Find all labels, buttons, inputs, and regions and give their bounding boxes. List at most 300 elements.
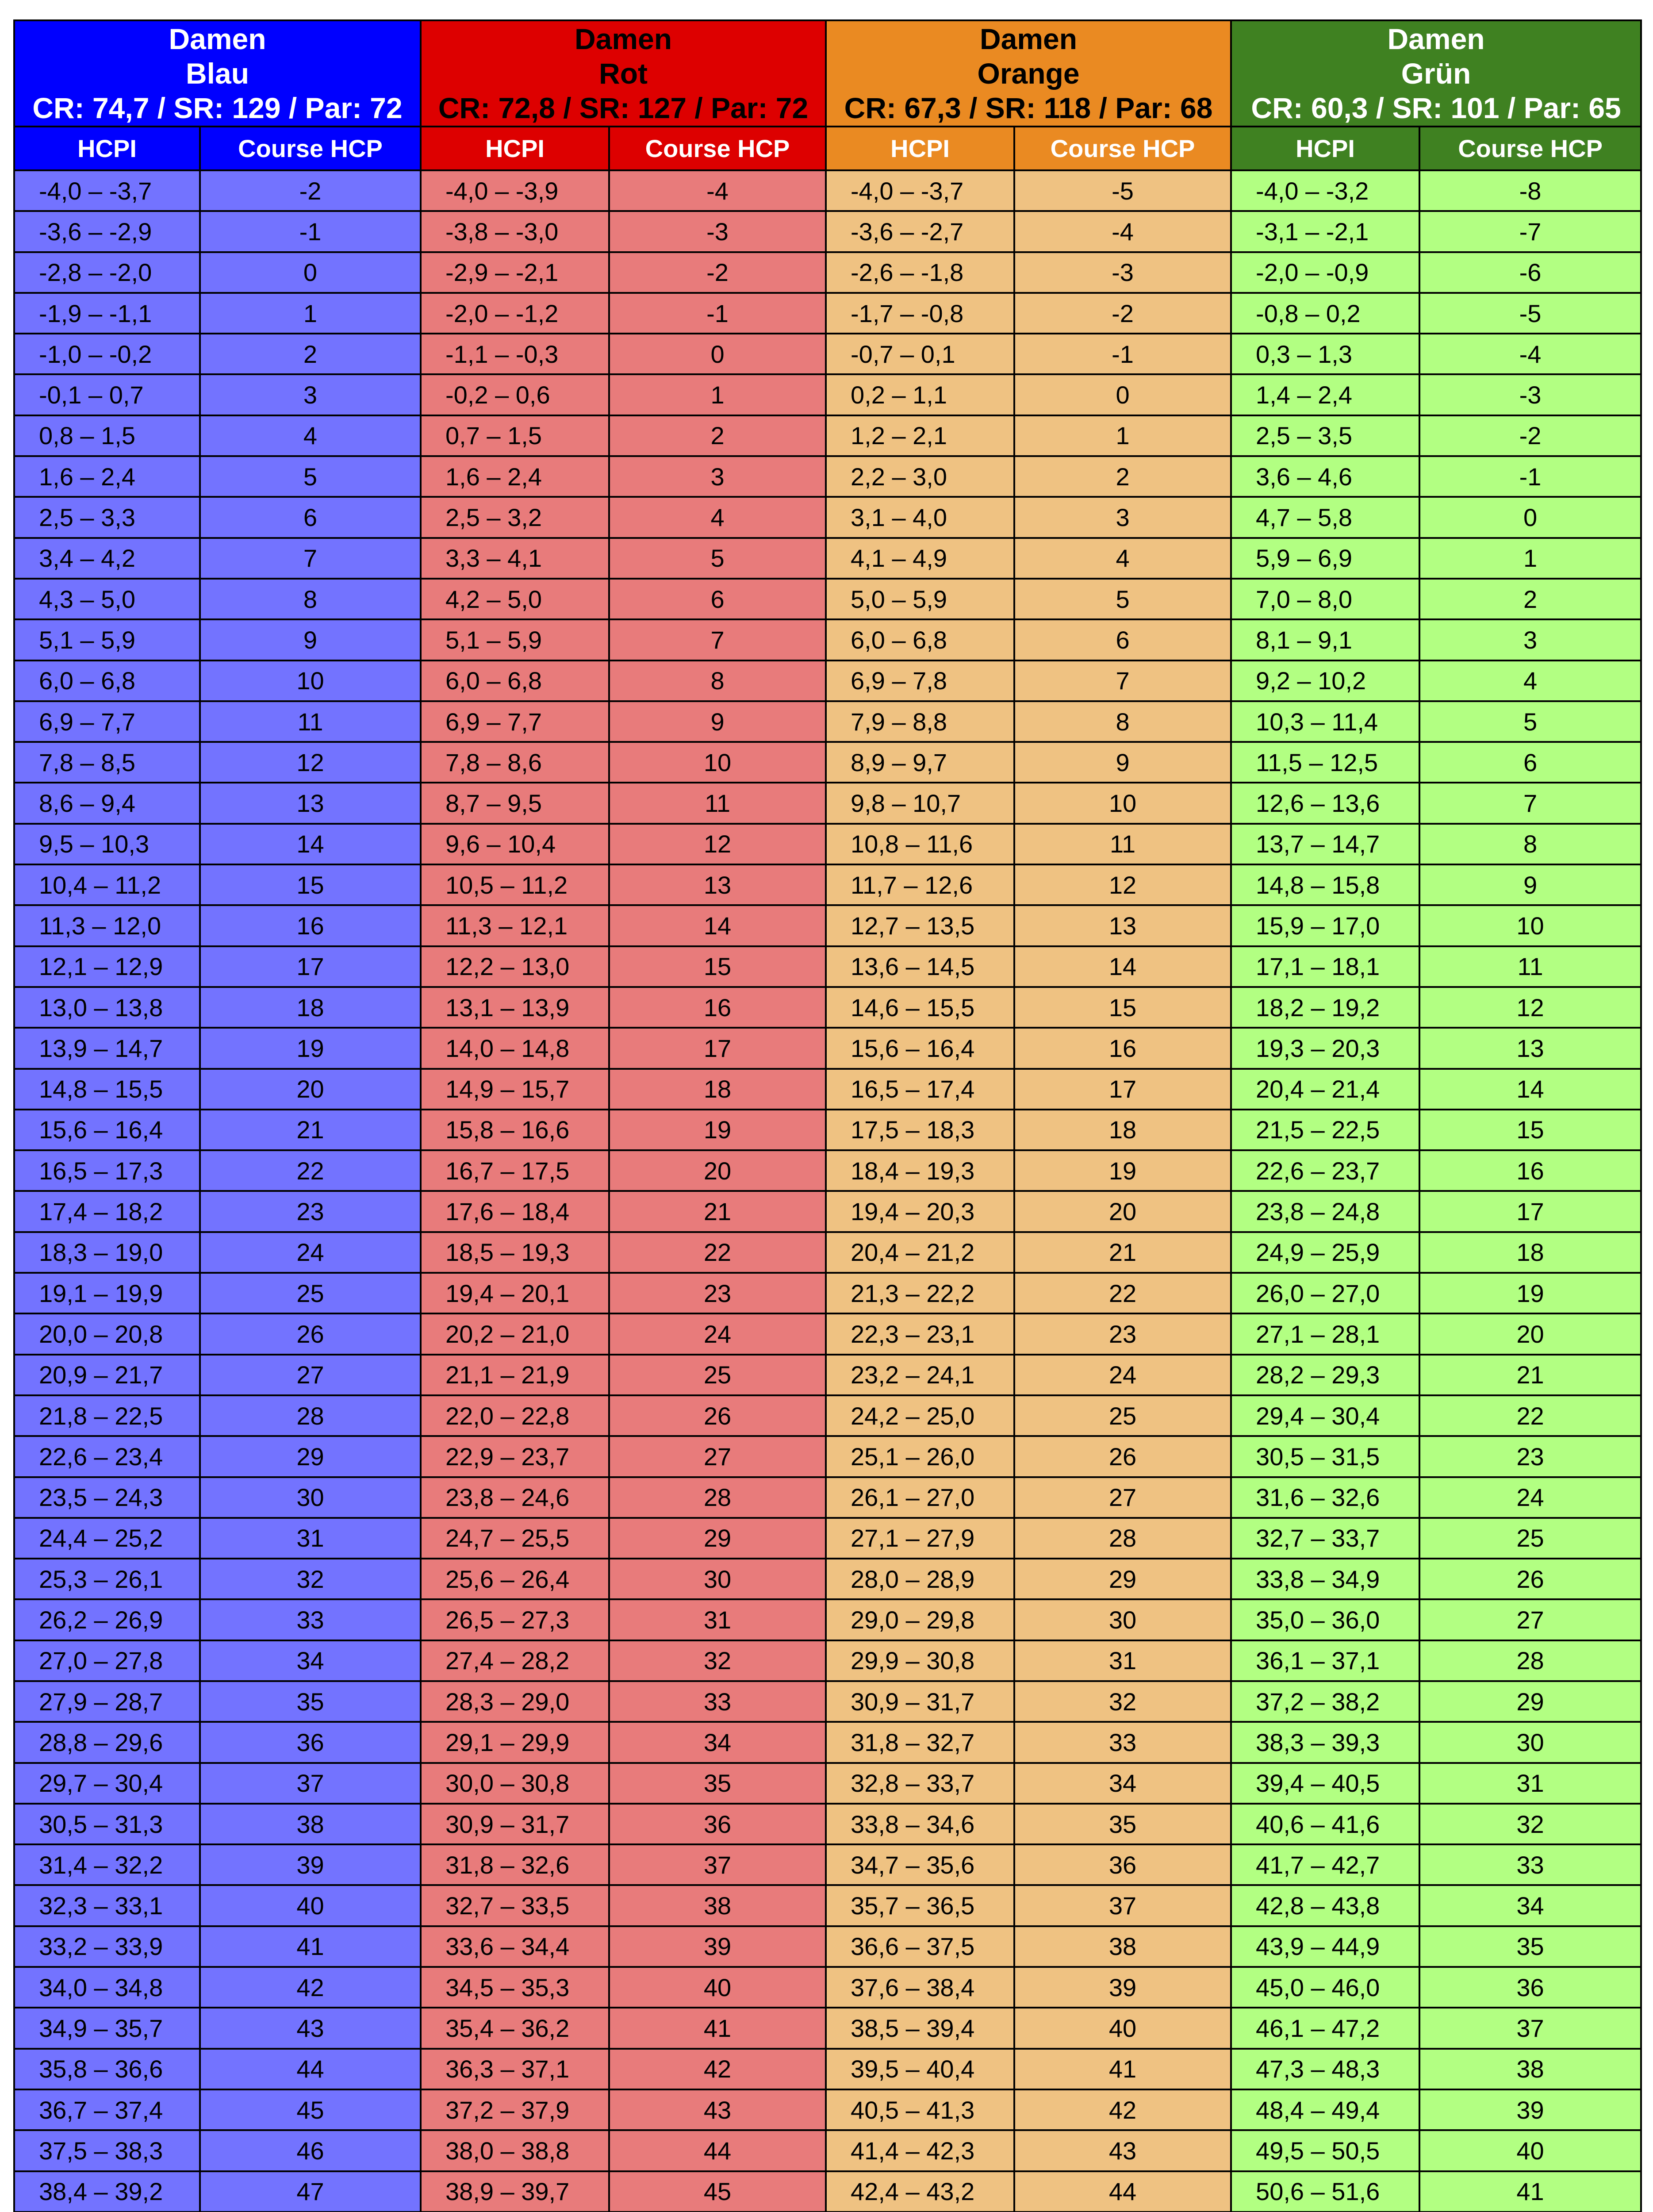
course-hcp-cell: 30 bbox=[1014, 1599, 1231, 1640]
course-hcp-cell: 34 bbox=[1419, 1885, 1641, 1926]
tee-title: Damen bbox=[980, 23, 1078, 55]
course-hcp-cell: 45 bbox=[609, 2171, 826, 2212]
course-hcp-cell: 16 bbox=[609, 987, 826, 1028]
course-hcp-cell: 14 bbox=[1419, 1069, 1641, 1110]
course-hcp-cell: 0 bbox=[1419, 497, 1641, 538]
hcpi-range-cell: 37,2 – 38,2 bbox=[1231, 1681, 1419, 1722]
hcpi-range-cell: 31,8 – 32,6 bbox=[421, 1844, 609, 1885]
hcpi-range-cell: 45,0 – 46,0 bbox=[1231, 1967, 1419, 2008]
course-hcp-cell: 34 bbox=[200, 1640, 421, 1681]
course-hcp-cell: 15 bbox=[609, 946, 826, 987]
hcpi-range-cell: 20,4 – 21,4 bbox=[1231, 1069, 1419, 1110]
hcpi-range-cell: 26,2 – 26,9 bbox=[14, 1599, 200, 1640]
course-hcp-cell: 0 bbox=[200, 252, 421, 293]
table-row bbox=[14, 456, 1641, 497]
course-hcp-cell: -3 bbox=[609, 211, 826, 252]
tee-title: Damen bbox=[574, 23, 672, 55]
hcpi-range-cell: 25,6 – 26,4 bbox=[421, 1559, 609, 1599]
course-hcp-cell: 15 bbox=[1419, 1110, 1641, 1150]
course-hcp-cell: 9 bbox=[609, 701, 826, 742]
table-row bbox=[14, 1150, 1641, 1191]
course-hcp-cell: 40 bbox=[1014, 2008, 1231, 2048]
course-hcp-cell: 27 bbox=[1419, 1599, 1641, 1640]
hcpi-range-cell: 14,0 – 14,8 bbox=[421, 1028, 609, 1068]
hcpi-range-cell: 14,6 – 15,5 bbox=[826, 987, 1014, 1028]
course-hcp-cell: 30 bbox=[1419, 1722, 1641, 1763]
course-hcp-cell: 24 bbox=[1014, 1355, 1231, 1395]
course-hcp-cell: 8 bbox=[609, 661, 826, 701]
hcpi-range-cell: 23,8 – 24,6 bbox=[421, 1477, 609, 1518]
table-row bbox=[14, 2008, 1641, 2048]
hcpi-range-cell: 10,3 – 11,4 bbox=[1231, 701, 1419, 742]
hcpi-range-cell: 34,5 – 35,3 bbox=[421, 1967, 609, 2008]
hcpi-range-cell: 36,1 – 37,1 bbox=[1231, 1640, 1419, 1681]
hcpi-range-cell: 30,9 – 31,7 bbox=[421, 1804, 609, 1844]
course-hcp-cell: 25 bbox=[200, 1273, 421, 1313]
hcpi-range-cell: 14,8 – 15,5 bbox=[14, 1069, 200, 1110]
table-row bbox=[14, 1110, 1641, 1150]
hcpi-range-cell: 33,2 – 33,9 bbox=[14, 1926, 200, 1967]
course-hcp-cell: 11 bbox=[1419, 946, 1641, 987]
hcpi-range-cell: 15,8 – 16,6 bbox=[421, 1110, 609, 1150]
hcpi-range-cell: -3,6 – -2,7 bbox=[826, 211, 1014, 252]
hcpi-range-cell: 46,1 – 47,2 bbox=[1231, 2008, 1419, 2048]
hcpi-range-cell: 6,9 – 7,8 bbox=[826, 661, 1014, 701]
course-hcp-cell: 17 bbox=[609, 1028, 826, 1068]
course-hcp-cell: 8 bbox=[200, 579, 421, 619]
course-hcp-cell: -4 bbox=[1014, 211, 1231, 252]
hcpi-range-cell: 34,9 – 35,7 bbox=[14, 2008, 200, 2048]
hcpi-range-cell: 18,2 – 19,2 bbox=[1231, 987, 1419, 1028]
course-hcp-cell: 37 bbox=[1419, 2008, 1641, 2048]
column-header-course-hcp: Course HCP bbox=[1419, 127, 1641, 170]
hcpi-range-cell: 42,4 – 43,2 bbox=[826, 2171, 1014, 2212]
course-hcp-cell: 11 bbox=[609, 783, 826, 823]
table-row bbox=[14, 538, 1641, 579]
course-hcp-cell: 43 bbox=[1014, 2130, 1231, 2171]
course-hcp-cell: 14 bbox=[609, 905, 826, 946]
hcpi-range-cell: 0,3 – 1,3 bbox=[1231, 334, 1419, 374]
course-hcp-cell: 28 bbox=[609, 1477, 826, 1518]
hcpi-range-cell: 40,6 – 41,6 bbox=[1231, 1804, 1419, 1844]
course-hcp-cell: 1 bbox=[609, 374, 826, 415]
hcpi-range-cell: 15,6 – 16,4 bbox=[826, 1028, 1014, 1068]
hcpi-range-cell: 32,3 – 33,1 bbox=[14, 1885, 200, 1926]
tee-header-gruen bbox=[1231, 20, 1641, 127]
hcpi-range-cell: 5,1 – 5,9 bbox=[421, 619, 609, 660]
course-hcp-cell: 8 bbox=[1014, 701, 1231, 742]
tee-color-name: Blau bbox=[185, 57, 249, 90]
column-header-course-hcp: Course HCP bbox=[1014, 127, 1231, 170]
hcpi-range-cell: -1,9 – -1,1 bbox=[14, 293, 200, 334]
hcpi-range-cell: -0,2 – 0,6 bbox=[421, 374, 609, 415]
hcpi-range-cell: 17,4 – 18,2 bbox=[14, 1191, 200, 1232]
hcpi-range-cell: 37,2 – 37,9 bbox=[421, 2089, 609, 2130]
course-hcp-cell: -4 bbox=[1419, 334, 1641, 374]
tee-rating: CR: 74,7 / SR: 129 / Par: 72 bbox=[32, 92, 403, 124]
hcpi-range-cell: 16,7 – 17,5 bbox=[421, 1150, 609, 1191]
course-hcp-cell: 30 bbox=[200, 1477, 421, 1518]
course-hcp-cell: 30 bbox=[609, 1559, 826, 1599]
course-hcp-cell: -2 bbox=[609, 252, 826, 293]
hcpi-range-cell: -0,1 – 0,7 bbox=[14, 374, 200, 415]
course-hcp-cell: 27 bbox=[1014, 1477, 1231, 1518]
table-row bbox=[14, 1477, 1641, 1518]
hcpi-range-cell: 17,1 – 18,1 bbox=[1231, 946, 1419, 987]
course-hcp-cell: -7 bbox=[1419, 211, 1641, 252]
course-hcp-cell: 3 bbox=[1419, 619, 1641, 660]
tee-rating: CR: 60,3 / SR: 101 / Par: 65 bbox=[1251, 92, 1621, 124]
hcpi-range-cell: 30,5 – 31,5 bbox=[1231, 1436, 1419, 1477]
table-row bbox=[14, 1028, 1641, 1068]
hcpi-range-cell: 22,9 – 23,7 bbox=[421, 1436, 609, 1477]
course-hcp-cell: 3 bbox=[1014, 497, 1231, 538]
course-hcp-cell: 18 bbox=[1419, 1232, 1641, 1273]
course-hcp-cell: 37 bbox=[609, 1844, 826, 1885]
course-hcp-cell: 2 bbox=[1014, 456, 1231, 497]
course-hcp-cell: 23 bbox=[609, 1273, 826, 1313]
course-hcp-cell: 32 bbox=[1419, 1804, 1641, 1844]
table-row bbox=[14, 1763, 1641, 1804]
hcpi-range-cell: 1,2 – 2,1 bbox=[826, 415, 1014, 456]
course-hcp-cell: 31 bbox=[1014, 1640, 1231, 1681]
hcpi-range-cell: 30,5 – 31,3 bbox=[14, 1804, 200, 1844]
hcpi-range-cell: 3,6 – 4,6 bbox=[1231, 456, 1419, 497]
hcpi-range-cell: 32,8 – 33,7 bbox=[826, 1763, 1014, 1804]
table-row bbox=[14, 1599, 1641, 1640]
tee-title: Damen bbox=[169, 23, 266, 55]
course-hcp-cell: 20 bbox=[1419, 1313, 1641, 1354]
hcpi-range-cell: 31,6 – 32,6 bbox=[1231, 1477, 1419, 1518]
hcpi-range-cell: 29,0 – 29,8 bbox=[826, 1599, 1014, 1640]
table-row bbox=[14, 783, 1641, 823]
hcpi-range-cell: 6,0 – 6,8 bbox=[14, 661, 200, 701]
course-hcp-cell: 10 bbox=[609, 742, 826, 783]
hcpi-range-cell: 35,7 – 36,5 bbox=[826, 1885, 1014, 1926]
tee-color-name: Orange bbox=[977, 57, 1080, 90]
course-hcp-cell: 6 bbox=[1014, 619, 1231, 660]
course-hcp-cell: 18 bbox=[200, 987, 421, 1028]
course-hcp-cell: 35 bbox=[1014, 1804, 1231, 1844]
course-hcp-cell: -1 bbox=[1014, 334, 1231, 374]
course-hcp-cell: 39 bbox=[1014, 1967, 1231, 2008]
hcpi-range-cell: 24,7 – 25,5 bbox=[421, 1518, 609, 1559]
table-row bbox=[14, 946, 1641, 987]
hcpi-range-cell: -3,8 – -3,0 bbox=[421, 211, 609, 252]
course-hcp-cell: 28 bbox=[1014, 1518, 1231, 1559]
hcpi-range-cell: 12,7 – 13,5 bbox=[826, 905, 1014, 946]
course-hcp-cell: 13 bbox=[609, 864, 826, 905]
course-hcp-cell: 41 bbox=[1419, 2171, 1641, 2212]
hcpi-range-cell: 37,5 – 38,3 bbox=[14, 2130, 200, 2171]
hcpi-range-cell: 14,8 – 15,8 bbox=[1231, 864, 1419, 905]
table-row bbox=[14, 1640, 1641, 1681]
course-hcp-cell: 26 bbox=[200, 1313, 421, 1354]
course-hcp-cell: 7 bbox=[609, 619, 826, 660]
course-hcp-cell: 16 bbox=[1419, 1150, 1641, 1191]
course-hcp-cell: 6 bbox=[200, 497, 421, 538]
hcpi-range-cell: 1,4 – 2,4 bbox=[1231, 374, 1419, 415]
hcpi-range-cell: -4,0 – -3,7 bbox=[826, 170, 1014, 211]
hcpi-range-cell: 19,4 – 20,3 bbox=[826, 1191, 1014, 1232]
hcpi-range-cell: 5,0 – 5,9 bbox=[826, 579, 1014, 619]
hcpi-range-cell: 35,8 – 36,6 bbox=[14, 2049, 200, 2089]
course-hcp-cell: 39 bbox=[200, 1844, 421, 1885]
course-hcp-cell: 10 bbox=[200, 661, 421, 701]
course-hcp-cell: 21 bbox=[1014, 1232, 1231, 1273]
course-hcp-cell: 4 bbox=[1419, 661, 1641, 701]
course-hcp-cell: 19 bbox=[1014, 1150, 1231, 1191]
hcpi-range-cell: 31,8 – 32,7 bbox=[826, 1722, 1014, 1763]
course-hcp-cell: 20 bbox=[1014, 1191, 1231, 1232]
course-hcp-cell: 42 bbox=[609, 2049, 826, 2089]
table-row bbox=[14, 1395, 1641, 1436]
hcpi-range-cell: 15,9 – 17,0 bbox=[1231, 905, 1419, 946]
table-body bbox=[14, 170, 1641, 2212]
table-row bbox=[14, 334, 1641, 374]
hcpi-range-cell: -2,0 – -1,2 bbox=[421, 293, 609, 334]
table-row bbox=[14, 497, 1641, 538]
course-hcp-cell: 2 bbox=[1419, 579, 1641, 619]
tee-color-name: Grün bbox=[1401, 57, 1471, 90]
hcpi-range-cell: 28,0 – 28,9 bbox=[826, 1559, 1014, 1599]
hcpi-range-cell: 8,1 – 9,1 bbox=[1231, 619, 1419, 660]
hcpi-range-cell: 23,5 – 24,3 bbox=[14, 1477, 200, 1518]
course-hcp-cell: 15 bbox=[200, 864, 421, 905]
hcpi-range-cell: 12,1 – 12,9 bbox=[14, 946, 200, 987]
table-row bbox=[14, 1885, 1641, 1926]
hcpi-range-cell: 11,3 – 12,1 bbox=[421, 905, 609, 946]
table-row bbox=[14, 619, 1641, 660]
course-hcp-cell: 29 bbox=[1419, 1681, 1641, 1722]
hcpi-range-cell: 27,0 – 27,8 bbox=[14, 1640, 200, 1681]
course-hcp-cell: 6 bbox=[609, 579, 826, 619]
hcpi-range-cell: 38,4 – 39,2 bbox=[14, 2171, 200, 2212]
hcpi-range-cell: 33,6 – 34,4 bbox=[421, 1926, 609, 1967]
course-hcp-cell: -2 bbox=[200, 170, 421, 211]
course-hcp-cell: -3 bbox=[1014, 252, 1231, 293]
hcpi-range-cell: 2,5 – 3,3 bbox=[14, 497, 200, 538]
hcpi-range-cell: 38,9 – 39,7 bbox=[421, 2171, 609, 2212]
course-hcp-cell: 26 bbox=[1014, 1436, 1231, 1477]
course-hcp-cell: 17 bbox=[1014, 1069, 1231, 1110]
course-hcp-cell: 8 bbox=[1419, 824, 1641, 864]
course-hcp-cell: 4 bbox=[200, 415, 421, 456]
course-hcp-cell: 25 bbox=[1014, 1395, 1231, 1436]
table-row bbox=[14, 1232, 1641, 1273]
course-hcp-cell: 31 bbox=[1419, 1763, 1641, 1804]
hcpi-range-cell: 4,1 – 4,9 bbox=[826, 538, 1014, 579]
hcpi-range-cell: 34,0 – 34,8 bbox=[14, 1967, 200, 2008]
hcpi-range-cell: 4,7 – 5,8 bbox=[1231, 497, 1419, 538]
course-hcp-cell: 17 bbox=[200, 946, 421, 987]
course-hcp-cell: 25 bbox=[1419, 1518, 1641, 1559]
course-hcp-cell: 19 bbox=[1419, 1273, 1641, 1313]
course-hcp-cell: 3 bbox=[609, 456, 826, 497]
course-hcp-cell: 12 bbox=[1014, 864, 1231, 905]
hcpi-range-cell: 36,6 – 37,5 bbox=[826, 1926, 1014, 1967]
column-header-hcpi: HCPI bbox=[14, 127, 200, 170]
table-row bbox=[14, 1273, 1641, 1313]
hcpi-range-cell: 11,3 – 12,0 bbox=[14, 905, 200, 946]
course-hcp-cell: 32 bbox=[1014, 1681, 1231, 1722]
hcpi-range-cell: 42,8 – 43,8 bbox=[1231, 1885, 1419, 1926]
course-hcp-cell: 34 bbox=[609, 1722, 826, 1763]
table-row bbox=[14, 2171, 1641, 2212]
hcpi-range-cell: 20,2 – 21,0 bbox=[421, 1313, 609, 1354]
hcpi-range-cell: 32,7 – 33,7 bbox=[1231, 1518, 1419, 1559]
course-hcp-cell: 36 bbox=[609, 1804, 826, 1844]
course-hcp-cell: 35 bbox=[200, 1681, 421, 1722]
table-row bbox=[14, 824, 1641, 864]
hcpi-range-cell: -2,0 – -0,9 bbox=[1231, 252, 1419, 293]
table-row bbox=[14, 415, 1641, 456]
hcpi-range-cell: 47,3 – 48,3 bbox=[1231, 2049, 1419, 2089]
course-hcp-cell: 7 bbox=[1419, 783, 1641, 823]
course-hcp-cell: 29 bbox=[609, 1518, 826, 1559]
hcpi-range-cell: 24,2 – 25,0 bbox=[826, 1395, 1014, 1436]
table-row bbox=[14, 1967, 1641, 2008]
hcpi-range-cell: 8,7 – 9,5 bbox=[421, 783, 609, 823]
hcpi-range-cell: 30,0 – 30,8 bbox=[421, 1763, 609, 1804]
course-hcp-cell: 29 bbox=[200, 1436, 421, 1477]
hcpi-range-cell: 18,5 – 19,3 bbox=[421, 1232, 609, 1273]
hcpi-range-cell: 3,4 – 4,2 bbox=[14, 538, 200, 579]
hcpi-range-cell: 36,7 – 37,4 bbox=[14, 2089, 200, 2130]
hcpi-range-cell: 29,4 – 30,4 bbox=[1231, 1395, 1419, 1436]
course-hcp-cell: 40 bbox=[1419, 2130, 1641, 2171]
hcpi-range-cell: 28,8 – 29,6 bbox=[14, 1722, 200, 1763]
course-hcp-cell: 26 bbox=[1419, 1559, 1641, 1599]
hcpi-range-cell: 9,5 – 10,3 bbox=[14, 824, 200, 864]
hcpi-range-cell: 20,4 – 21,2 bbox=[826, 1232, 1014, 1273]
course-hcp-cell: 0 bbox=[609, 334, 826, 374]
course-hcp-cell: 36 bbox=[1014, 1844, 1231, 1885]
hcpi-range-cell: 13,6 – 14,5 bbox=[826, 946, 1014, 987]
hcpi-range-cell: 17,5 – 18,3 bbox=[826, 1110, 1014, 1150]
table-row bbox=[14, 1681, 1641, 1722]
course-hcp-cell: 1 bbox=[200, 293, 421, 334]
column-header-hcpi: HCPI bbox=[421, 127, 609, 170]
course-handicap-table bbox=[13, 19, 1642, 2212]
hcpi-range-cell: 6,0 – 6,8 bbox=[826, 619, 1014, 660]
course-hcp-cell: 37 bbox=[1014, 1885, 1231, 1926]
hcpi-range-cell: 11,7 – 12,6 bbox=[826, 864, 1014, 905]
table-row bbox=[14, 742, 1641, 783]
course-hcp-cell: 24 bbox=[1419, 1477, 1641, 1518]
hcpi-range-cell: 25,3 – 26,1 bbox=[14, 1559, 200, 1599]
course-hcp-cell: 21 bbox=[200, 1110, 421, 1150]
hcpi-range-cell: 27,4 – 28,2 bbox=[421, 1640, 609, 1681]
course-hcp-cell: 0 bbox=[1014, 374, 1231, 415]
table-row bbox=[14, 1559, 1641, 1599]
hcpi-range-cell: 9,8 – 10,7 bbox=[826, 783, 1014, 823]
course-hcp-cell: 11 bbox=[200, 701, 421, 742]
hcpi-range-cell: 27,9 – 28,7 bbox=[14, 1681, 200, 1722]
hcpi-range-cell: 16,5 – 17,3 bbox=[14, 1150, 200, 1191]
hcpi-range-cell: 14,9 – 15,7 bbox=[421, 1069, 609, 1110]
hcpi-range-cell: 9,6 – 10,4 bbox=[421, 824, 609, 864]
course-hcp-cell: 21 bbox=[1419, 1355, 1641, 1395]
table-row bbox=[14, 1069, 1641, 1110]
column-header-hcpi: HCPI bbox=[826, 127, 1014, 170]
course-hcp-cell: 38 bbox=[1419, 2049, 1641, 2089]
table-row bbox=[14, 1926, 1641, 1967]
course-hcp-cell: 39 bbox=[1419, 2089, 1641, 2130]
hcpi-range-cell: 7,8 – 8,6 bbox=[421, 742, 609, 783]
table-row bbox=[14, 1518, 1641, 1559]
hcpi-range-cell: 22,6 – 23,4 bbox=[14, 1436, 200, 1477]
table-row bbox=[14, 864, 1641, 905]
course-hcp-cell: 40 bbox=[609, 1967, 826, 2008]
hcpi-range-cell: 29,9 – 30,8 bbox=[826, 1640, 1014, 1681]
hcpi-range-cell: 13,1 – 13,9 bbox=[421, 987, 609, 1028]
course-hcp-cell: 44 bbox=[200, 2049, 421, 2089]
course-hcp-cell: -2 bbox=[1419, 415, 1641, 456]
course-hcp-cell: 36 bbox=[200, 1722, 421, 1763]
tee-rating: CR: 67,3 / SR: 118 / Par: 68 bbox=[844, 92, 1213, 124]
table-row bbox=[14, 211, 1641, 252]
course-hcp-cell: 1 bbox=[1014, 415, 1231, 456]
course-hcp-cell: 46 bbox=[200, 2130, 421, 2171]
hcpi-range-cell: 7,0 – 8,0 bbox=[1231, 579, 1419, 619]
hcpi-range-cell: 19,4 – 20,1 bbox=[421, 1273, 609, 1313]
hcpi-range-cell: 22,3 – 23,1 bbox=[826, 1313, 1014, 1354]
table-row bbox=[14, 2089, 1641, 2130]
course-hcp-cell: 13 bbox=[200, 783, 421, 823]
hcpi-range-cell: 24,4 – 25,2 bbox=[14, 1518, 200, 1559]
tee-header-orange bbox=[826, 20, 1231, 127]
course-hcp-cell: 41 bbox=[609, 2008, 826, 2048]
hcpi-range-cell: 8,9 – 9,7 bbox=[826, 742, 1014, 783]
hcpi-range-cell: 15,6 – 16,4 bbox=[14, 1110, 200, 1150]
hcpi-range-cell: 8,6 – 9,4 bbox=[14, 783, 200, 823]
course-hcp-cell: 28 bbox=[1419, 1640, 1641, 1681]
tee-title: Damen bbox=[1387, 23, 1485, 55]
table-row bbox=[14, 1191, 1641, 1232]
course-hcp-cell: 45 bbox=[200, 2089, 421, 2130]
course-hcp-cell: 33 bbox=[1014, 1722, 1231, 1763]
hcpi-range-cell: 27,1 – 27,9 bbox=[826, 1518, 1014, 1559]
hcpi-range-cell: 10,8 – 11,6 bbox=[826, 824, 1014, 864]
table-row bbox=[14, 1355, 1641, 1395]
hcpi-range-cell: 43,9 – 44,9 bbox=[1231, 1926, 1419, 1967]
course-hcp-cell: 23 bbox=[200, 1191, 421, 1232]
course-hcp-cell: 20 bbox=[609, 1150, 826, 1191]
course-hcp-cell: 5 bbox=[200, 456, 421, 497]
hcpi-range-cell: 10,5 – 11,2 bbox=[421, 864, 609, 905]
course-hcp-cell: 7 bbox=[200, 538, 421, 579]
table-row bbox=[14, 2049, 1641, 2089]
course-hcp-cell: 18 bbox=[609, 1069, 826, 1110]
hcpi-range-cell: 38,5 – 39,4 bbox=[826, 2008, 1014, 2048]
course-hcp-cell: 29 bbox=[1014, 1559, 1231, 1599]
course-hcp-cell: 22 bbox=[609, 1232, 826, 1273]
course-hcp-cell: 38 bbox=[609, 1885, 826, 1926]
column-header-course-hcp: Course HCP bbox=[200, 127, 421, 170]
course-hcp-cell: 35 bbox=[1419, 1926, 1641, 1967]
course-hcp-cell: 12 bbox=[609, 824, 826, 864]
hcpi-range-cell: 18,4 – 19,3 bbox=[826, 1150, 1014, 1191]
hcpi-range-cell: 50,6 – 51,6 bbox=[1231, 2171, 1419, 2212]
hcpi-range-cell: 13,7 – 14,7 bbox=[1231, 824, 1419, 864]
hcpi-range-cell: 6,0 – 6,8 bbox=[421, 661, 609, 701]
course-hcp-cell: -1 bbox=[200, 211, 421, 252]
table-row bbox=[14, 252, 1641, 293]
course-hcp-cell: -5 bbox=[1419, 293, 1641, 334]
hcpi-range-cell: 21,8 – 22,5 bbox=[14, 1395, 200, 1436]
hcpi-range-cell: 16,5 – 17,4 bbox=[826, 1069, 1014, 1110]
